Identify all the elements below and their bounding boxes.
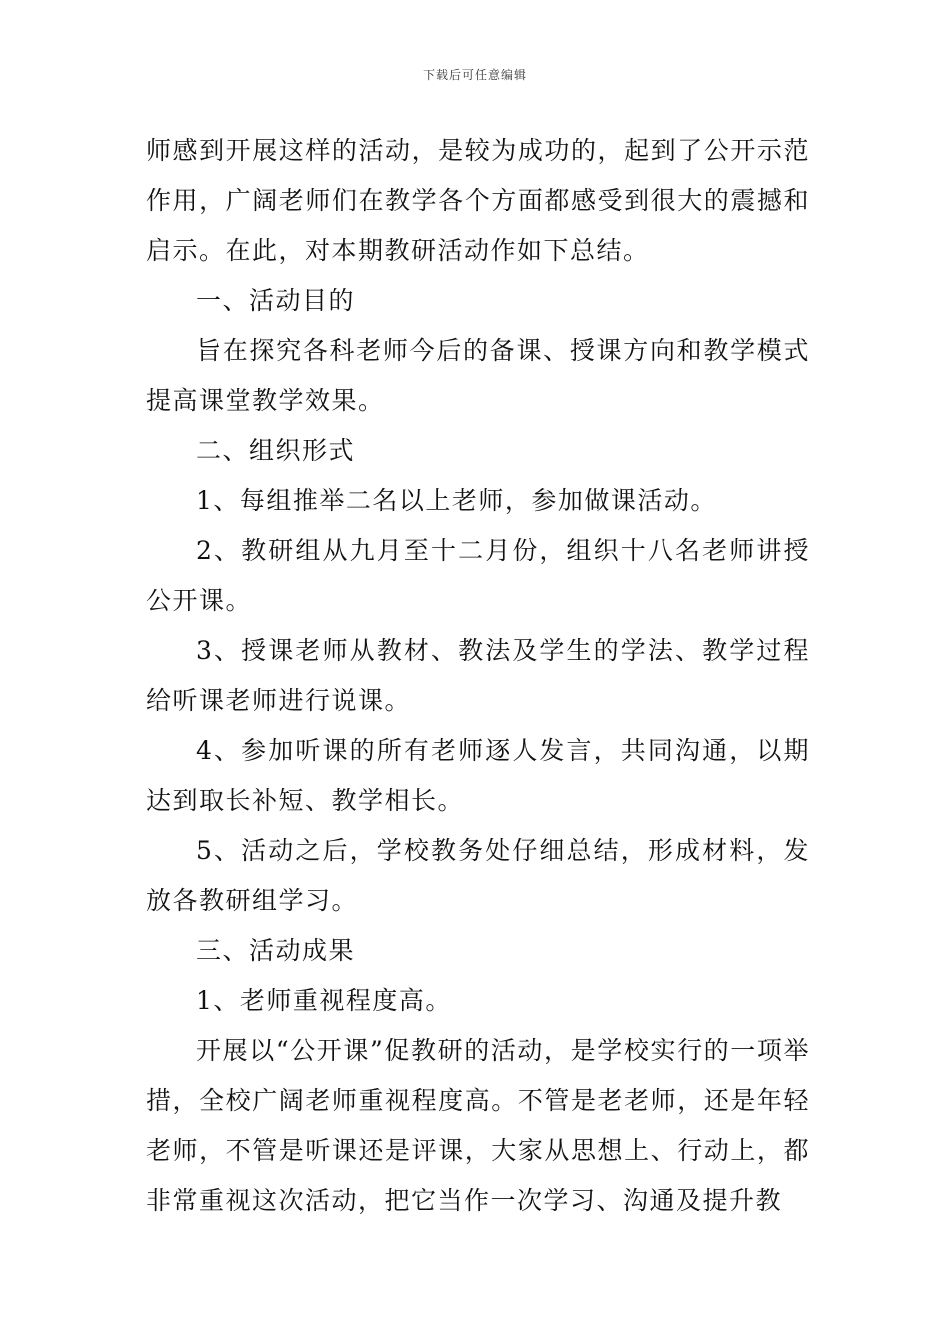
list-item-4: 4、参加听课的所有老师逐人发言，共同沟通，以期达到取长补短、教学相长。 bbox=[146, 736, 810, 815]
paragraph-results-detail: 开展以“公开课”促教研的活动，是学校实行的一项举措，全校广阔老师重视程度高。不管是老老师，还是年轻老师，不管是听课还是评课，大家从思想上、行动上，都非常重视这次活动，把它当作一次学习、沟通及提升教 bbox=[146, 1036, 810, 1215]
paragraph-continuation: 师感到开展这样的活动，是较为成功的，起到了公开示范作用，广阔老师们在教学各个方面都感受到很大的震撼和启示。在此，对本期教研活动作如下总结。 bbox=[146, 136, 810, 265]
list-item-1: 1、每组推举二名以上老师，参加做课活动。 bbox=[196, 486, 717, 515]
list-item-5: 5、活动之后，学校教务处仔细总结，形成材料，发放各教研组学习。 bbox=[146, 836, 810, 915]
section-heading-results: 三、活动成果 bbox=[196, 936, 356, 965]
section-heading-organization: 二、组织形式 bbox=[196, 436, 356, 465]
list-item-2: 2、教研组从九月至十二月份，组织十八名老师讲授公开课。 bbox=[146, 536, 810, 615]
section-heading-activity-purpose: 一、活动目的 bbox=[196, 286, 356, 315]
document-body bbox=[146, 126, 810, 1226]
list-item-3: 3、授课老师从教材、教法及学生的学法、教学过程给听课老师进行说课。 bbox=[146, 636, 810, 715]
result-item-1: 1、老师重视程度高。 bbox=[196, 986, 452, 1015]
page-header: 下载后可任意编辑 bbox=[422, 68, 527, 82]
paragraph-purpose: 旨在探究各科老师今后的备课、授课方向和教学模式提高课堂教学效果。 bbox=[146, 336, 810, 415]
